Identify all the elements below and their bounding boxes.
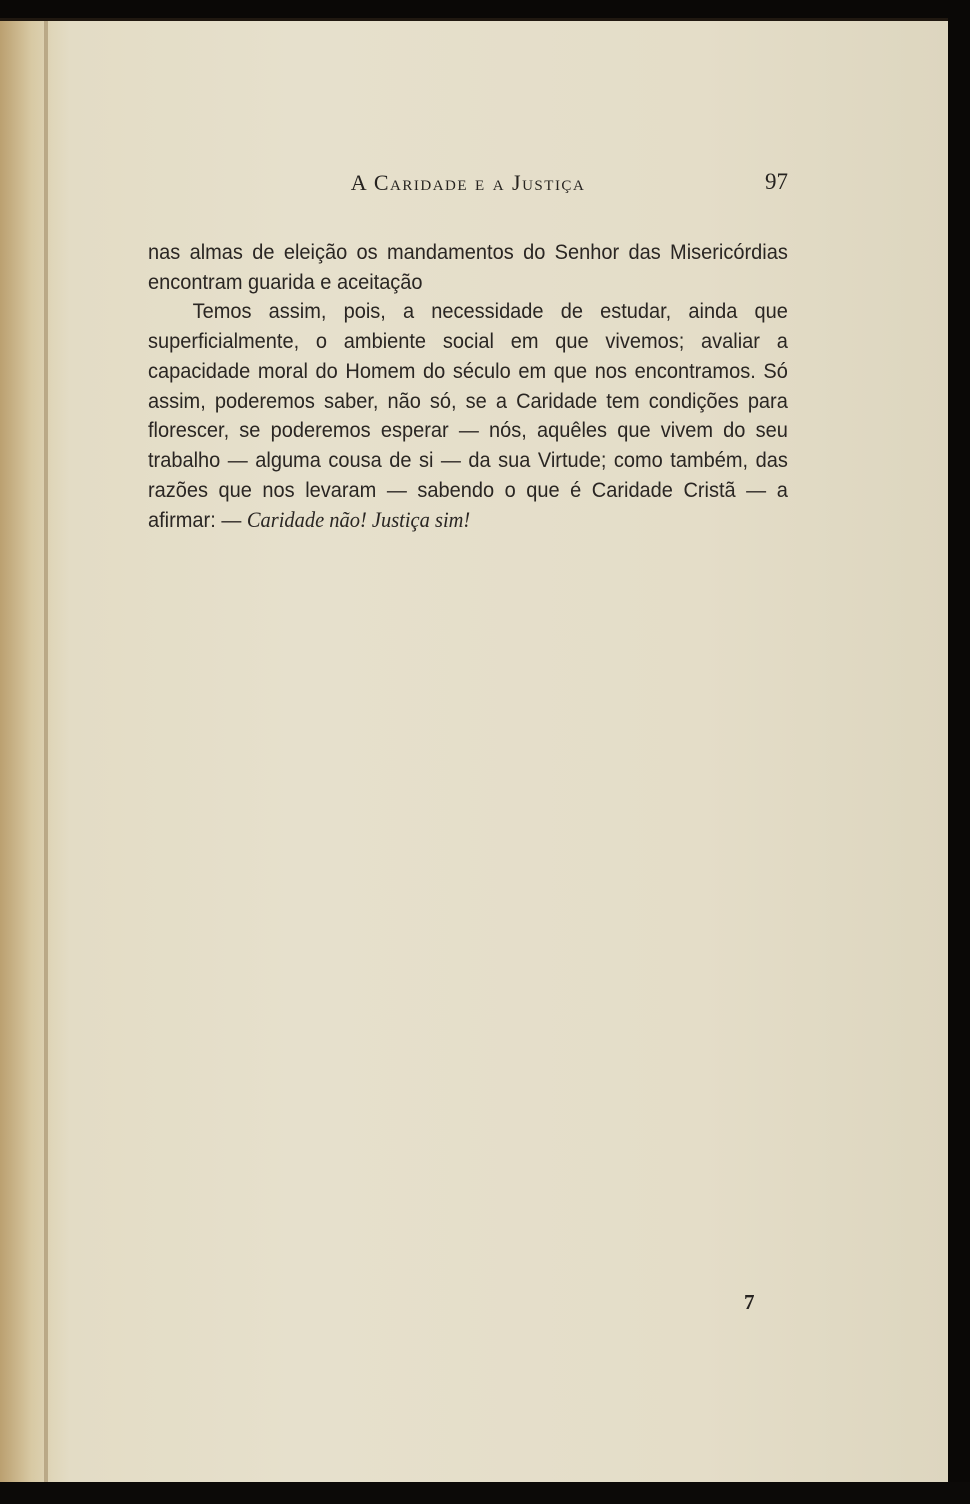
paragraph-1: nas almas de eleição os mandamentos do Senhor das Misericórdias encontram guarida e aceitação [148, 240, 788, 294]
scan-border-bottom [0, 1482, 970, 1504]
page-number: 97 [765, 169, 788, 194]
running-title: A Caridade e a Justiça [350, 170, 586, 195]
paragraph-2 [148, 297, 788, 536]
paragraph-2-emphasis: Caridade não! Justiça sim! [246, 507, 471, 533]
running-header [148, 170, 788, 200]
paragraph-2-text: Temos assim, pois, a necessidade de estudar, ainda que superficialmente, o ambiente social em que vivemos; avaliar a capacidade moral do Homem do século em que nos encontramos. Só assim, poderemos saber, não só, se a Caridade tem condições para florescer, se poderemos esperar — nós, aquêles que vivem do seu trabalho — alguma cousa de si — da sua Virtude; como também, das razões que nos levaram — sabendo o que é Caridade Cristã — a afirmar: — [148, 299, 788, 533]
signature-mark: 7 [744, 1290, 755, 1314]
binding-fold [44, 21, 48, 1489]
body-text [148, 238, 788, 536]
